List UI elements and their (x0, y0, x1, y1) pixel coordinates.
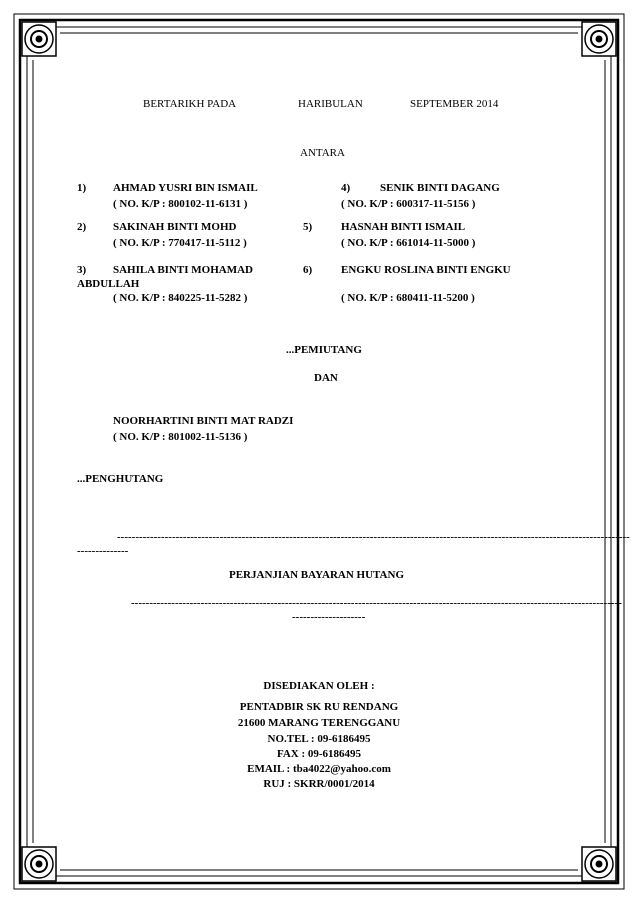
prepared-line-1: PENTADBIR SK RU RENDANG (239, 701, 399, 713)
creditor-6-ic: ( NO. K/P : 680411-11-5200 ) (341, 292, 475, 304)
month-year-label: SEPTEMBER 2014 (410, 98, 499, 110)
creditor-1-name: AHMAD YUSRI BIN ISMAIL (113, 182, 258, 194)
creditor-2-name: SAKINAH BINTI MOHD (113, 221, 237, 233)
separator-line-1b: -------------- (77, 545, 129, 557)
agreement-title: PERJANJIAN BAYARAN HUTANG (229, 569, 405, 581)
creditor-2-ic: ( NO. K/P : 770417-11-5112 ) (113, 237, 247, 249)
creditor-5-name: HASNAH BINTI ISMAIL (341, 221, 466, 233)
creditor-4-name: SENIK BINTI DAGANG (380, 182, 500, 194)
day-label: HARIBULAN (298, 98, 363, 110)
corner-ornament-top-left-icon (22, 22, 56, 56)
creditor-3-num: 3) (77, 264, 87, 276)
prepared-line-3: NO.TEL : 09-6186495 (267, 733, 371, 745)
creditor-3-name: SAHILA BINTI MOHAMAD (113, 264, 253, 276)
prepared-line-4: FAX : 09-6186495 (276, 748, 362, 760)
creditor-3-name-cont: ABDULLAH (77, 278, 140, 290)
creditor-4-num: 4) (341, 182, 351, 194)
prepared-line-6: RUJ : SKRR/0001/2014 (263, 778, 375, 790)
corner-ornament-top-right-icon (582, 22, 616, 56)
creditor-1-num: 1) (77, 182, 87, 194)
prepared-line-5: EMAIL : tba4022@yahoo.com (247, 763, 391, 775)
creditor-role-label: ...PEMIUTANG (286, 344, 362, 356)
creditor-6-name: ENGKU ROSLINA BINTI ENGKU (341, 264, 511, 276)
prepared-by-label: DISEDIAKAN OLEH : (263, 680, 375, 692)
creditor-5-num: 5) (303, 221, 313, 233)
debtor-role-label: ...PENGHUTANG (77, 473, 164, 485)
debtor-ic: ( NO. K/P : 801002-11-5136 ) (113, 431, 248, 443)
corner-ornament-bottom-left-icon (22, 847, 56, 881)
separator-line-2a: -------------------------------------------------------------------------------------------------------------------------------------- (131, 597, 622, 609)
creditor-4-ic: ( NO. K/P : 600317-11-5156 ) (341, 198, 476, 210)
prepared-line-2: 21600 MARANG TERENGGANU (237, 717, 401, 729)
debtor-name: NOORHARTINI BINTI MAT RADZI (113, 415, 294, 427)
dated-label: BERTARIKH PADA (143, 98, 237, 110)
creditor-5-ic: ( NO. K/P : 661014-11-5000 ) (341, 237, 476, 249)
creditor-3-ic: ( NO. K/P : 840225-11-5282 ) (113, 292, 248, 304)
corner-ornament-bottom-right-icon (582, 847, 616, 881)
between-label: ANTARA (300, 147, 345, 159)
creditor-1-ic: ( NO. K/P : 800102-11-6131 ) (113, 198, 248, 210)
and-label: DAN (314, 372, 338, 384)
separator-line-1a: -------------------------------------------------------------------------------------------------------------------------------------------- (117, 531, 630, 543)
creditor-6-num: 6) (303, 264, 313, 276)
creditor-2-num: 2) (77, 221, 87, 233)
separator-line-2b: -------------------- (292, 611, 366, 623)
